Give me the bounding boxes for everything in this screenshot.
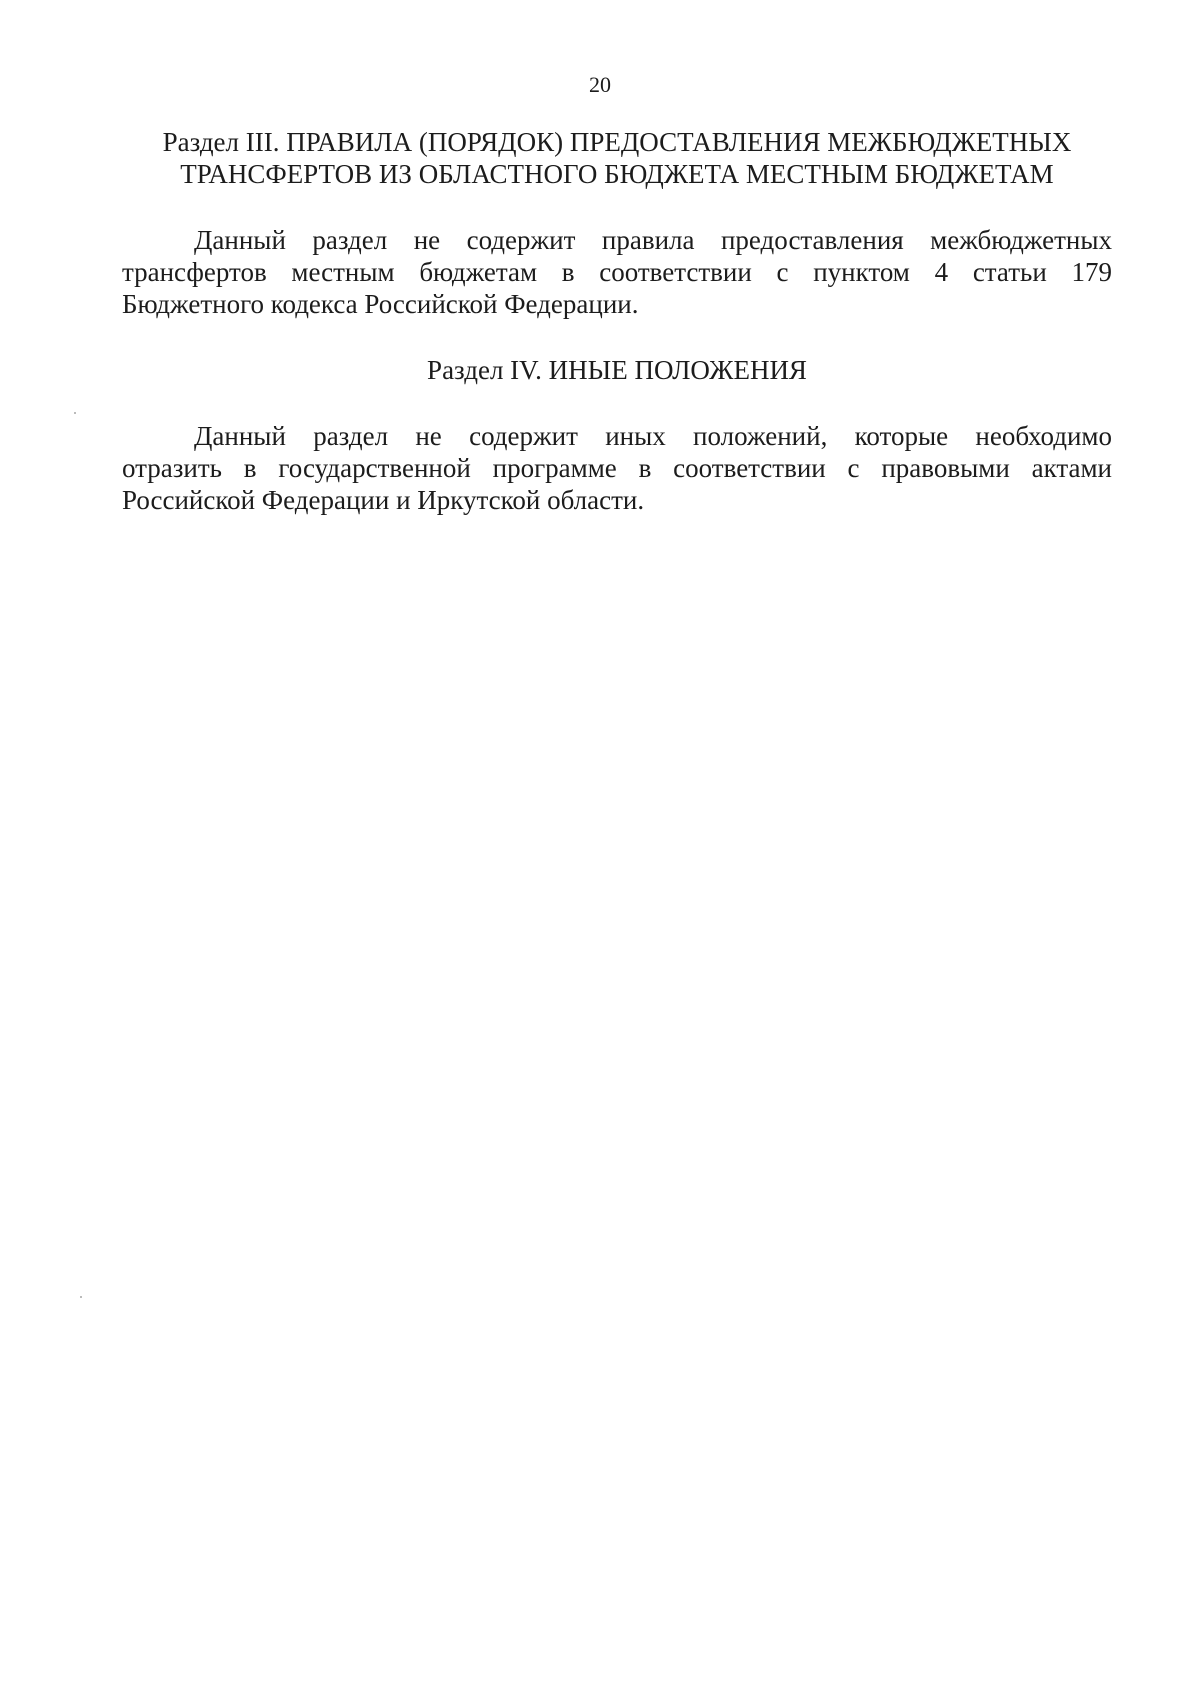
scan-speck bbox=[74, 412, 76, 414]
section-4-title bbox=[122, 354, 1112, 386]
scan-speck bbox=[80, 1296, 82, 1298]
page-number: 20 bbox=[589, 72, 611, 97]
page-content bbox=[122, 126, 1112, 516]
section-4-paragraph-line: отразить в государственной программе в соответствии с правовыми актами bbox=[122, 453, 1112, 483]
section-4-paragraph-line: Данный раздел не содержит иных положений, которые необходимо bbox=[194, 421, 1112, 451]
section-4-title-line: Раздел IV. ИНЫЕ ПОЛОЖЕНИЯ bbox=[427, 355, 807, 385]
section-3-title-line: Раздел III. ПРАВИЛА (ПОРЯДОК) ПРЕДОСТАВЛЕНИЯ МЕЖБЮДЖЕТНЫХ bbox=[162, 127, 1072, 157]
section-4-paragraph-line: Российской Федерации и Иркутской области. bbox=[122, 485, 645, 515]
section-3-title bbox=[122, 126, 1112, 190]
section-3-paragraph bbox=[122, 224, 1112, 320]
section-3-paragraph-line: Данный раздел не содержит правила предоставления межбюджетных bbox=[194, 225, 1112, 255]
section-3-paragraph-line: Бюджетного кодекса Российской Федерации. bbox=[122, 289, 639, 319]
section-3-title-line: ТРАНСФЕРТОВ ИЗ ОБЛАСТНОГО БЮДЖЕТА МЕСТНЫМ БЮДЖЕТАМ bbox=[180, 159, 1054, 189]
section-4-paragraph bbox=[122, 420, 1112, 516]
section-3-paragraph-line: трансфертов местным бюджетам в соответствии с пунктом 4 статьи 179 bbox=[122, 257, 1112, 287]
